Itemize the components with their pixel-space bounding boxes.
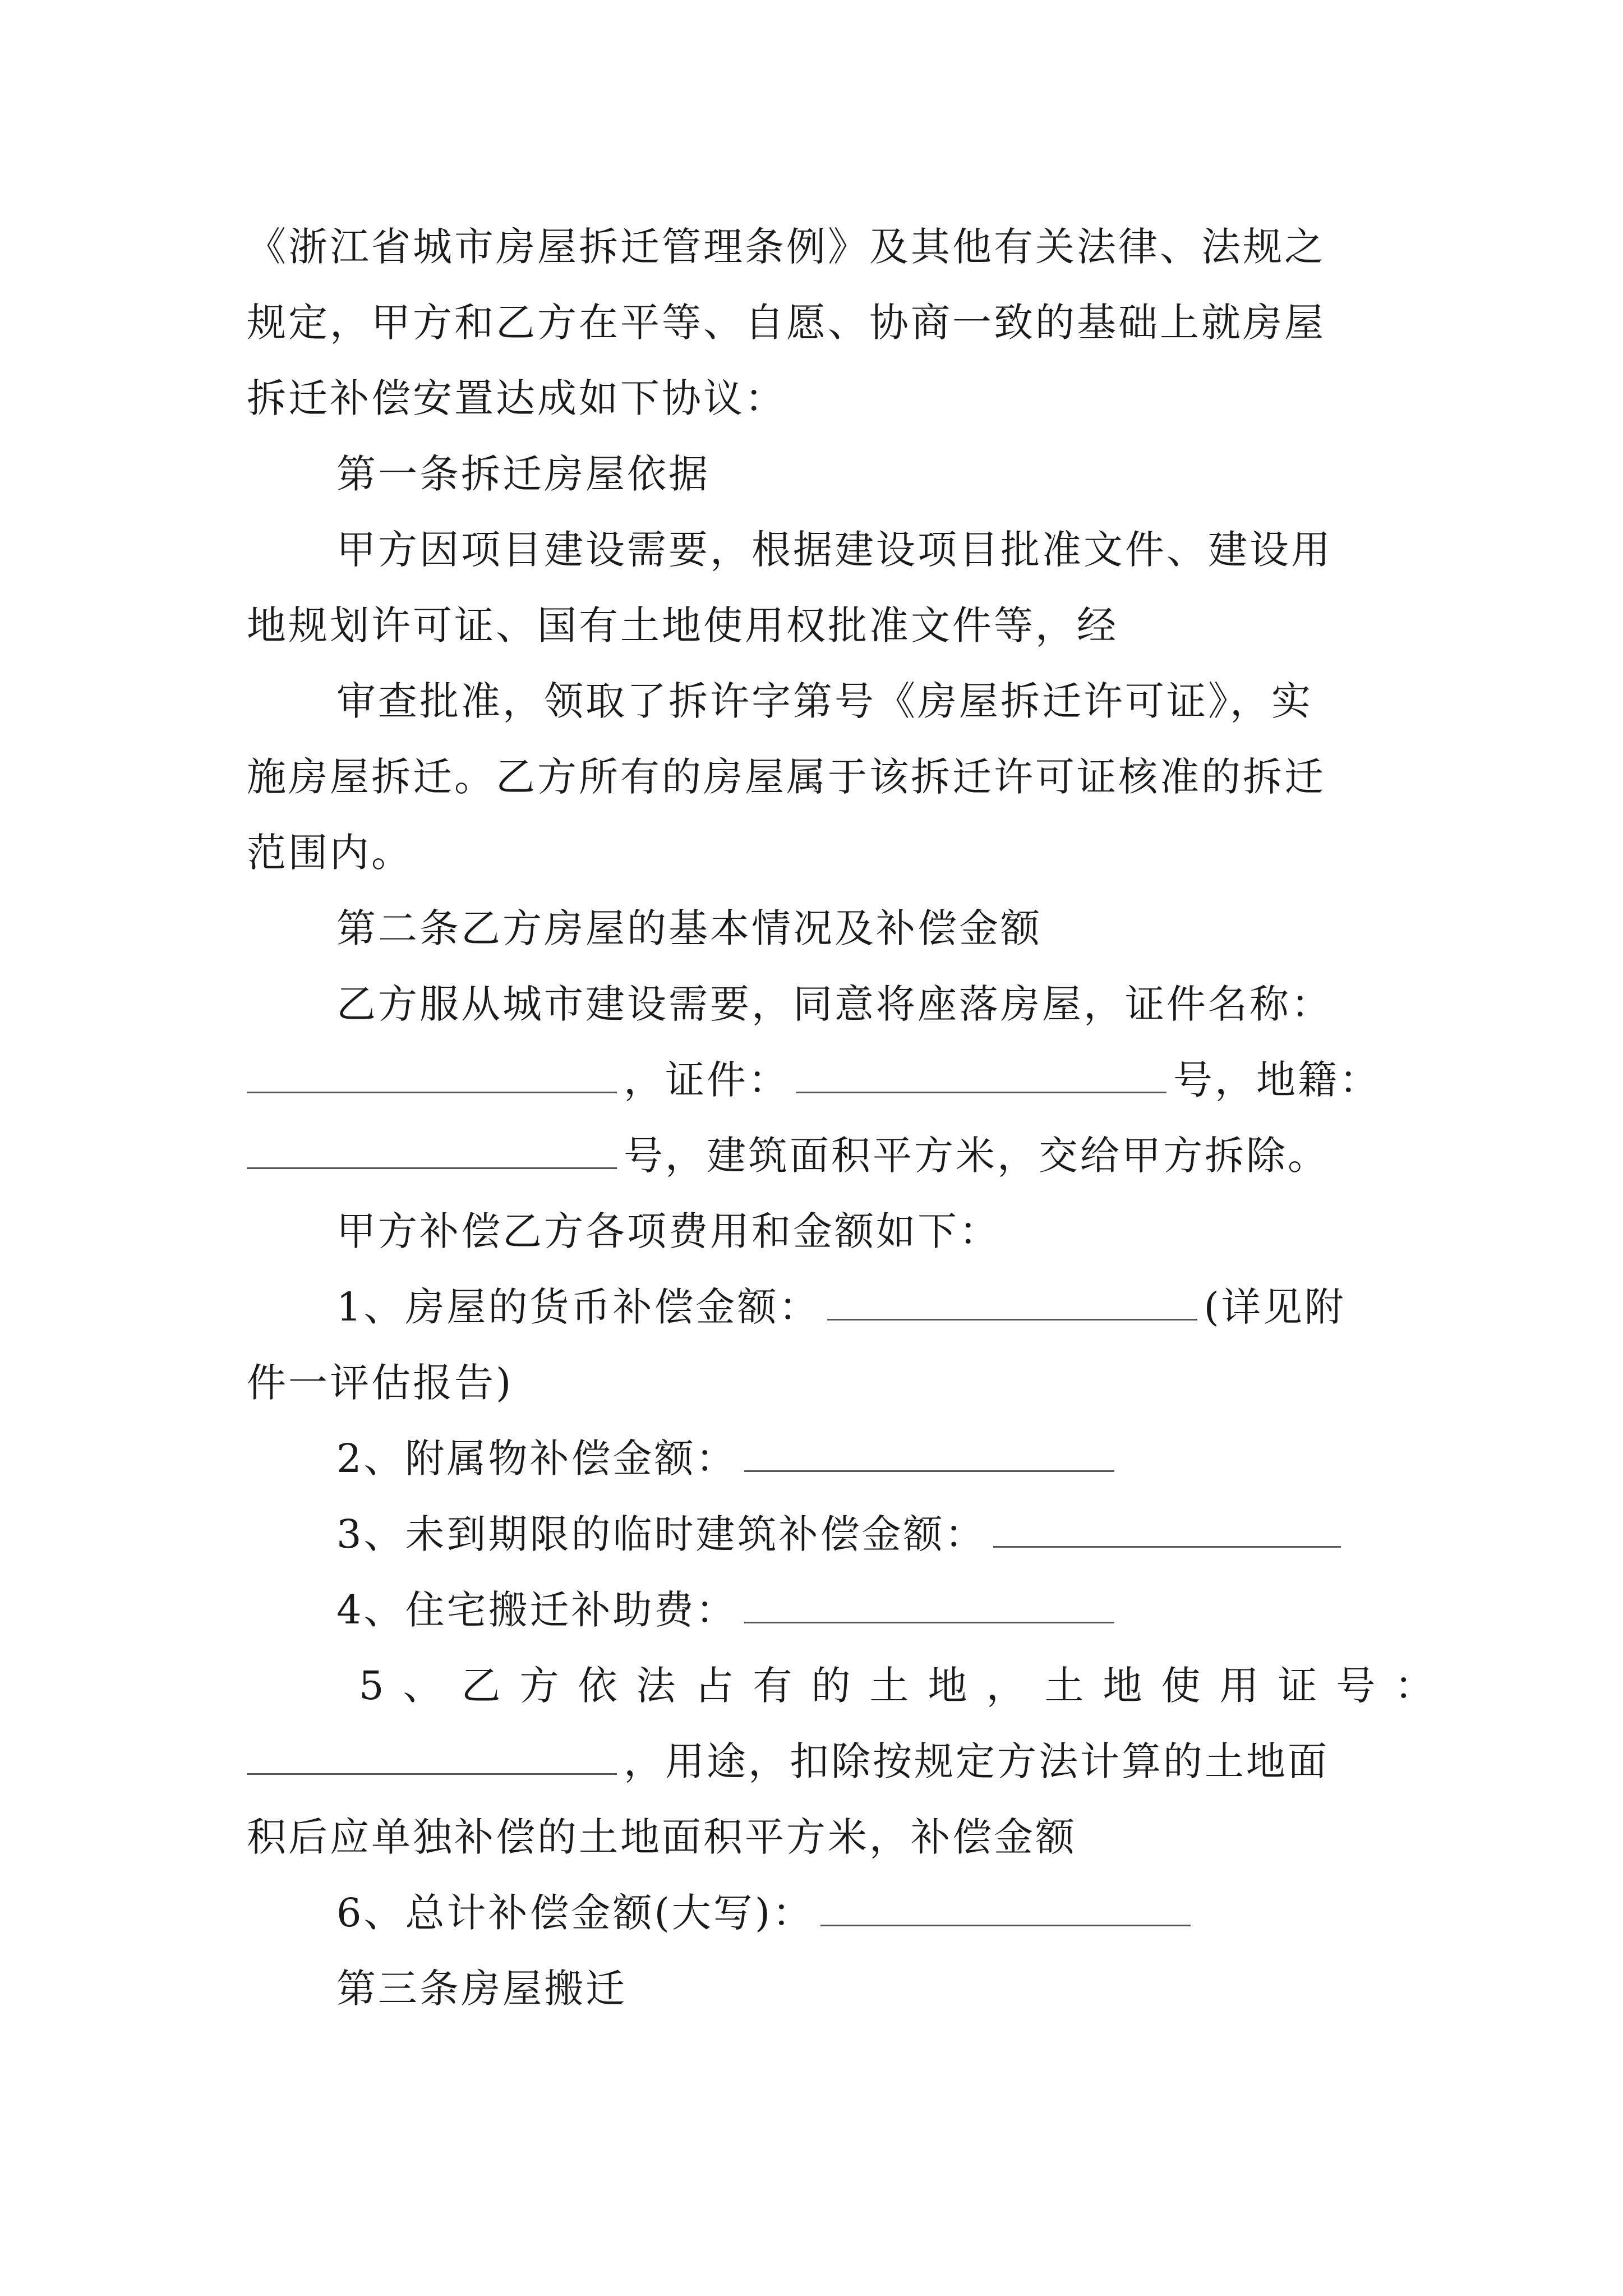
paragraph-line bbox=[247, 367, 1391, 429]
paragraph-line bbox=[247, 216, 1391, 278]
text: ，用途，扣除按规定方法计算的土地面 bbox=[624, 1738, 1329, 1784]
text: 号，地籍： bbox=[1173, 1057, 1381, 1103]
fill-blank[interactable] bbox=[993, 1511, 1341, 1548]
text: ，证件： bbox=[624, 1057, 790, 1103]
text: 审查批准，领取了拆许字第号《房屋拆迁许可证》，实 bbox=[336, 678, 1313, 724]
list-item bbox=[336, 1579, 1391, 1641]
article-heading bbox=[336, 898, 1391, 959]
text: 地规划许可证、国有土地使用权批准文件等，经 bbox=[247, 602, 1118, 648]
form-line bbox=[247, 1731, 1391, 1792]
text: 件一评估报告) bbox=[247, 1360, 514, 1406]
paragraph-line bbox=[336, 1200, 1391, 1262]
fill-blank[interactable] bbox=[247, 1738, 617, 1775]
fill-blank[interactable] bbox=[247, 1057, 617, 1093]
fill-blank[interactable] bbox=[820, 1890, 1191, 1926]
text: 5、乙方依法占有的土地，土地使用证号： bbox=[359, 1663, 1453, 1709]
fill-blank[interactable] bbox=[827, 1284, 1197, 1320]
list-item bbox=[336, 1276, 1391, 1338]
paragraph-line bbox=[336, 519, 1391, 581]
paragraph-line bbox=[247, 822, 1391, 884]
fill-blank[interactable] bbox=[744, 1587, 1114, 1623]
paragraph-line bbox=[247, 595, 1391, 656]
text: 施房屋拆迁。乙方所有的房屋属于该拆迁许可证核准的拆迁 bbox=[247, 754, 1326, 800]
article-heading bbox=[336, 443, 1391, 505]
text: 拆迁补偿安置达成如下协议： bbox=[247, 375, 786, 421]
paragraph-line bbox=[336, 670, 1391, 732]
text: 《浙江省城市房屋拆迁管理条例》及其他有关法律、法规之 bbox=[247, 224, 1326, 270]
text: 6、总计补偿金额(大写)： bbox=[336, 1890, 814, 1936]
fill-blank[interactable] bbox=[744, 1435, 1114, 1472]
fill-blank[interactable] bbox=[247, 1133, 617, 1169]
paragraph-line bbox=[247, 746, 1391, 808]
text: 2、附属物补偿金额： bbox=[336, 1435, 737, 1481]
text: 甲方因项目建设需要，根据建设项目批准文件、建设用 bbox=[336, 527, 1332, 573]
form-line bbox=[247, 1049, 1391, 1111]
paragraph-line bbox=[336, 973, 1391, 1035]
text: 规定，甲方和乙方在平等、自愿、协商一致的基础上就房屋 bbox=[247, 300, 1326, 346]
text: 1、房屋的货币补偿金额： bbox=[336, 1284, 820, 1330]
list-item bbox=[336, 1882, 1391, 1944]
fill-blank[interactable] bbox=[796, 1057, 1166, 1093]
paragraph-line bbox=[247, 292, 1391, 353]
text: 号，建筑面积平方米，交给甲方拆除。 bbox=[624, 1133, 1329, 1179]
heading-text: 第一条拆迁房屋依据 bbox=[336, 451, 710, 497]
paragraph-line bbox=[247, 1352, 1391, 1414]
text: 积后应单独补偿的土地面积平方米，补偿金额 bbox=[247, 1814, 1077, 1860]
text: 甲方补偿乙方各项费用和金额如下： bbox=[336, 1208, 1000, 1254]
paragraph-line bbox=[247, 1806, 1391, 1868]
text: 范围内。 bbox=[247, 830, 413, 876]
list-item bbox=[359, 1655, 1453, 1717]
text: 4、住宅搬迁补助费： bbox=[336, 1587, 737, 1633]
list-item bbox=[336, 1503, 1391, 1565]
list-item bbox=[336, 1428, 1391, 1489]
text: 3、未到期限的临时建筑补偿金额： bbox=[336, 1511, 986, 1557]
article-heading bbox=[336, 1958, 1391, 2019]
text: 乙方服从城市建设需要，同意将座落房屋，证件名称： bbox=[336, 981, 1332, 1027]
form-line bbox=[247, 1125, 1391, 1186]
heading-text: 第二条乙方房屋的基本情况及补偿金额 bbox=[336, 905, 1042, 951]
heading-text: 第三条房屋搬迁 bbox=[336, 1966, 627, 2012]
text: (详见附 bbox=[1204, 1284, 1346, 1330]
